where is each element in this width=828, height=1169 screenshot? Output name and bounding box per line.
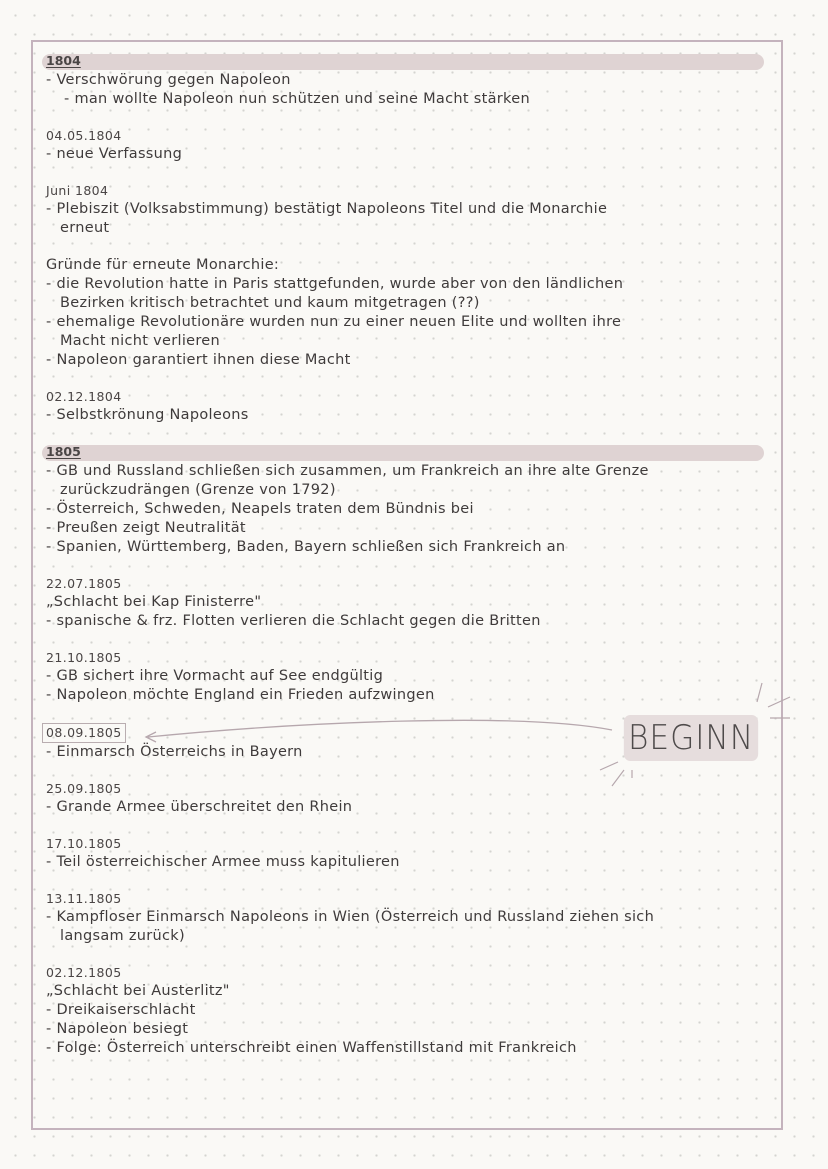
section-d250905 (46, 780, 776, 817)
date-heading: 17.10.1805 (46, 836, 122, 851)
note-line: - man wollte Napoleon nun schützen und seine Macht stärken (64, 91, 530, 107)
note-line: Bezirken kritisch betrachtet und kaum mitgetragen (??) (60, 295, 480, 311)
note-line: - GB und Russland schließen sich zusammen, um Frankreich an ihre alte Grenze (46, 463, 649, 479)
section-y1804 (46, 52, 776, 109)
section-d040518 (46, 127, 776, 164)
notes-content (46, 52, 776, 1076)
section-d021204 (46, 388, 776, 425)
note-line: - Folge: Österreich unterschreibt einen Waffenstillstand mit Frankreich (46, 1040, 577, 1056)
year-heading (46, 52, 776, 70)
note-line: - Plebiszit (Volksabstimmung) bestätigt Napoleons Titel und die Monarchie (46, 201, 608, 217)
section-y1805 (46, 443, 776, 557)
date-heading: 02.12.1804 (46, 389, 122, 404)
note-line: - Spanien, Württemberg, Baden, Bayern schließen sich Frankreich an (46, 539, 566, 555)
note-line: - GB sichert ihre Vormacht auf See endgültig (46, 668, 384, 684)
section-d131105 (46, 890, 776, 946)
note-line: - die Revolution hatte in Paris stattgefunden, wurde aber von den ländlichen (46, 276, 624, 292)
note-line: - Verschwörung gegen Napoleon (46, 72, 291, 88)
section-d211005 (46, 649, 776, 705)
note-line: - ehemalige Revolutionäre wurden nun zu einer neuen Elite und wollten ihre (46, 314, 622, 330)
note-line: - Napoleon möchte England ein Frieden aufzwingen (46, 687, 435, 703)
note-line: - neue Verfassung (46, 146, 183, 162)
note-line: - Selbstkrönung Napoleons (46, 407, 249, 423)
section-gruende (46, 256, 776, 370)
note-line: langsam zurück) (60, 928, 185, 944)
note-line: - Napoleon besiegt (46, 1021, 189, 1037)
date-heading: Juni 1804 (46, 183, 109, 198)
section-juni1804 (46, 182, 776, 238)
section-d021205 (46, 964, 776, 1058)
note-line: zurückzudrängen (Grenze von 1792) (60, 482, 336, 498)
boxed-date: 08.09.1805 (42, 723, 126, 743)
note-line: - Einmarsch Österreichs in Bayern (46, 744, 303, 760)
date-heading: 04.05.1804 (46, 128, 122, 143)
beginn-callout: BEGINN (624, 715, 758, 761)
year-heading (46, 443, 776, 461)
year-heading-text: 1805 (46, 444, 81, 459)
section-d220705 (46, 575, 776, 631)
date-heading: 22.07.1805 (46, 576, 122, 591)
note-line: - Grande Armee überschreitet den Rhein (46, 799, 353, 815)
date-heading: 13.11.1805 (46, 891, 122, 906)
section-d171005 (46, 835, 776, 872)
note-line: „Schlacht bei Austerlitz" (46, 983, 230, 999)
note-line: - Preußen zeigt Neutralität (46, 520, 246, 536)
date-heading: 25.09.1805 (46, 781, 122, 796)
note-line: - Österreich, Schweden, Neapels traten dem Bündnis bei (46, 501, 474, 517)
note-line: - Napoleon garantiert ihnen diese Macht (46, 352, 351, 368)
note-line: - Teil österreichischer Armee muss kapitulieren (46, 854, 400, 870)
year-heading-text: 1804 (46, 53, 81, 68)
note-line: Macht nicht verlieren (60, 333, 221, 349)
note-line: - Dreikaiserschlacht (46, 1002, 196, 1018)
date-heading: 02.12.1805 (46, 965, 122, 980)
date-heading: 21.10.1805 (46, 650, 122, 665)
note-line: - Kampfloser Einmarsch Napoleons in Wien (Österreich und Russland ziehen sich (46, 909, 655, 925)
section-label: Gründe für erneute Monarchie: (46, 257, 280, 273)
note-line: „Schlacht bei Kap Finisterre" (46, 594, 262, 610)
note-line: erneut (60, 220, 110, 236)
note-line: - spanische & frz. Flotten verlieren die Schlacht gegen die Britten (46, 613, 541, 629)
